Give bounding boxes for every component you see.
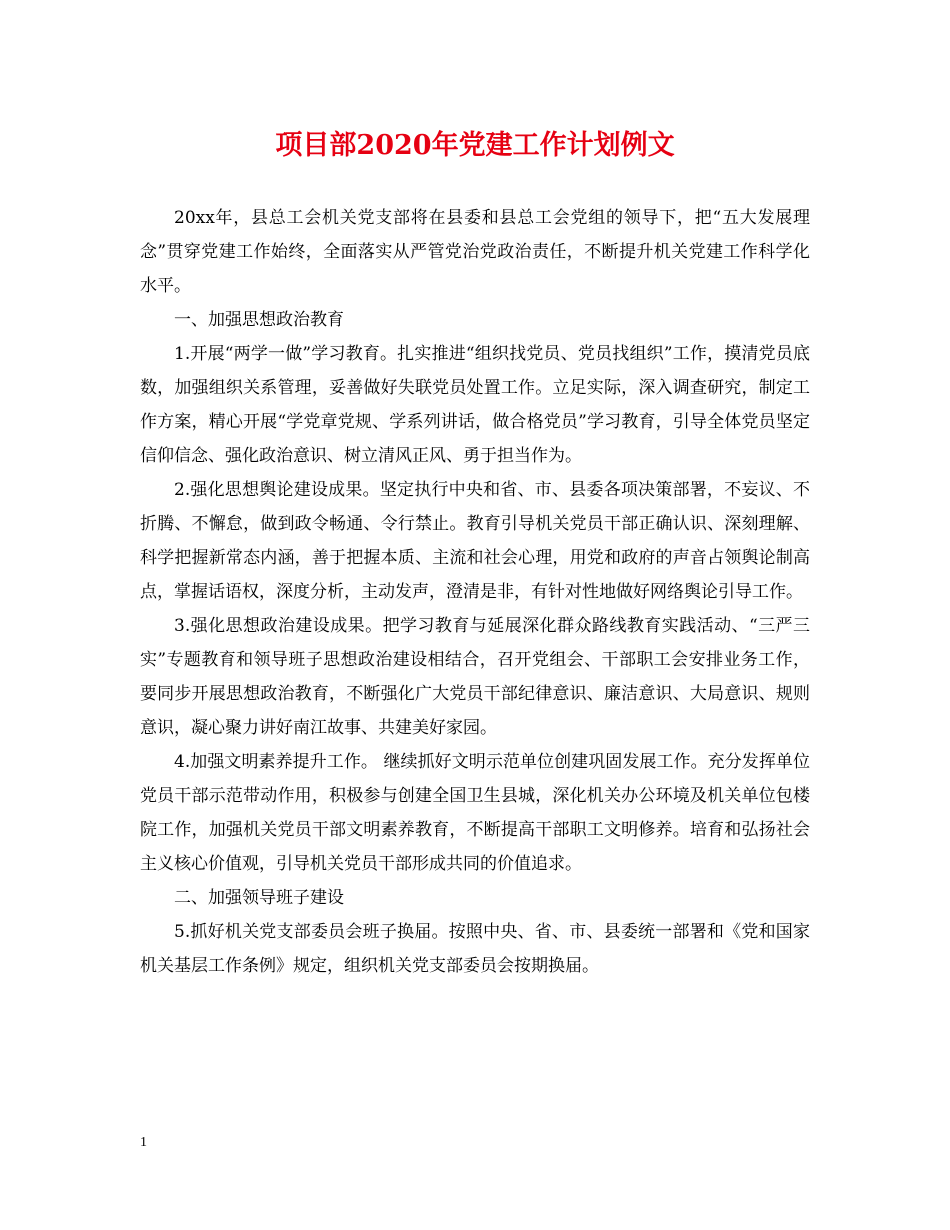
item-paragraph-4: 4.加强文明素养提升工作。 继续抓好文明示范单位创建巩固发展工作。充分发挥单位党员干部示范带动作用，积极参与创建全国卫生县城，深化机关办公环境及机关单位包楼院工作，加强机关党员干部文明素养教育，不断提高干部职工文明修养。培育和弘扬社会主义核心价值观，引导机关党员干部形成共同的价值追求。	[140, 752, 810, 874]
item-paragraph-1: 1.开展“两学一做”学习教育。扎实推进“组织找党员、党员找组织”工作，摸清党员底数，加强组织关系管理，妥善做好失联党员处置工作。立足实际，深入调查研究，制定工作方案，精心开展“学党章党规、学系列讲话，做合格党员”学习教育，引导全体党员坚定信仰信念、强化政治意识、树立清风正风、勇于担当作为。	[140, 344, 810, 466]
item-paragraph-5: 5.抓好机关党支部委员会班子换届。按照中央、省、市、县委统一部署和《党和国家机关基层工作条例》规定，组织机关党支部委员会按期换届。	[140, 922, 810, 976]
intro-paragraph: 20xx年，县总工会机关党支部将在县委和县总工会党组的领导下，把“五大发展理念”贯穿党建工作始终，全面落实从严管党治党政治责任，不断提升机关党建工作科学化水平。	[140, 208, 810, 296]
section-heading-2: 二、加强领导班子建设	[174, 888, 344, 908]
item-paragraph-2: 2.强化思想舆论建设成果。坚定执行中央和省、市、县委各项决策部署，不妄议、不折腾、不懈怠，做到政令畅通、令行禁止。教育引导机关党员干部正确认识、深刻理解、科学把握新常态内涵，善于把握本质、主流和社会心理，用党和政府的声音占领舆论制高点，掌握话语权，深度分析，主动发声，澄清是非，有针对性地做好网络舆论引导工作。	[140, 480, 810, 602]
document-title: 项目部2020年党建工作计划例文	[275, 130, 675, 161]
item-paragraph-3: 3.强化思想政治建设成果。把学习教育与延展深化群众路线教育实践活动、“三严三实”专题教育和领导班子思想政治建设相结合，召开党组会、干部职工会安排业务工作，要同步开展思想政治教育，不断强化广大党员干部纪律意识、廉洁意识、大局意识、规则意识，凝心聚力讲好南江故事、共建美好家园。	[140, 616, 810, 738]
document-body	[140, 201, 810, 983]
section-heading-1: 一、加强思想政治教育	[174, 310, 344, 330]
page-number: 1	[140, 1135, 147, 1150]
